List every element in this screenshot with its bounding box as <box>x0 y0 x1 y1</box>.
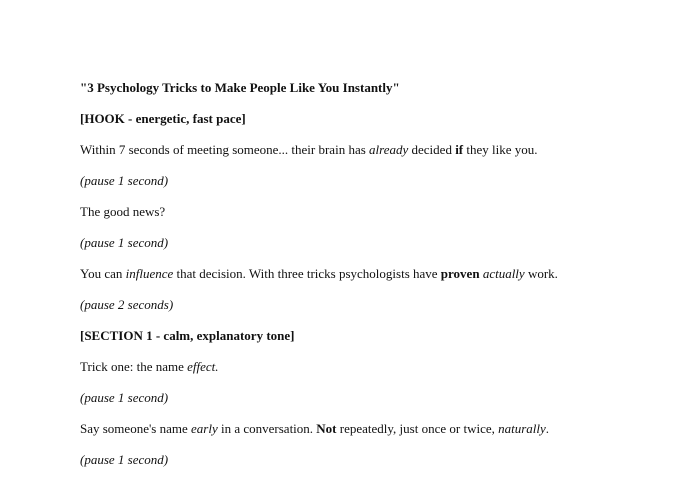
document-body <box>80 79 640 482</box>
text-run: in a conversation. <box>217 421 317 436</box>
text-run-italic: early <box>191 421 218 436</box>
text-run-italic: effect. <box>187 359 219 374</box>
paragraph-hook-intro <box>80 141 640 172</box>
pause-direction: (pause 2 seconds) <box>80 297 174 312</box>
text-run: repeatedly, just once or twice, <box>336 421 499 436</box>
text-run-italic: naturally <box>498 421 546 436</box>
text-run-bold: proven <box>440 266 480 281</box>
paragraph-good-news: The good news? <box>80 204 166 219</box>
pause-direction: (pause 1 second) <box>80 235 169 250</box>
text-run-italic: already <box>369 142 409 157</box>
text-run: Trick one: the name <box>80 359 188 374</box>
pause-direction: (pause 1 second) <box>80 390 169 405</box>
text-run: . <box>545 421 550 436</box>
text-run-italic: actually <box>482 266 525 281</box>
text-run: they like you. <box>463 142 538 157</box>
text-run-bold: if <box>455 142 464 157</box>
text-run-italic: influence <box>125 266 174 281</box>
paragraph-say-name <box>80 420 640 451</box>
text-run: that decision. With three tricks psychologists have <box>173 266 441 281</box>
text-run: decided <box>408 142 456 157</box>
pause-direction: (pause 1 second) <box>80 452 169 467</box>
text-run: Say someone's name <box>80 421 192 436</box>
text-run: work. <box>524 266 558 281</box>
document-title: "3 Psychology Tricks to Make People Like You Instantly" <box>80 80 400 95</box>
pause-direction: (pause 1 second) <box>80 173 169 188</box>
paragraph-influence <box>80 265 640 296</box>
text-run: You can <box>80 266 126 281</box>
paragraph-trick-one <box>80 358 640 389</box>
section1-heading: [SECTION 1 - calm, explanatory tone] <box>80 328 295 343</box>
text-run-bold: Not <box>316 421 337 436</box>
text-run: Within 7 seconds of meeting someone... their brain has <box>80 142 370 157</box>
hook-heading: [HOOK - energetic, fast pace] <box>80 111 246 126</box>
